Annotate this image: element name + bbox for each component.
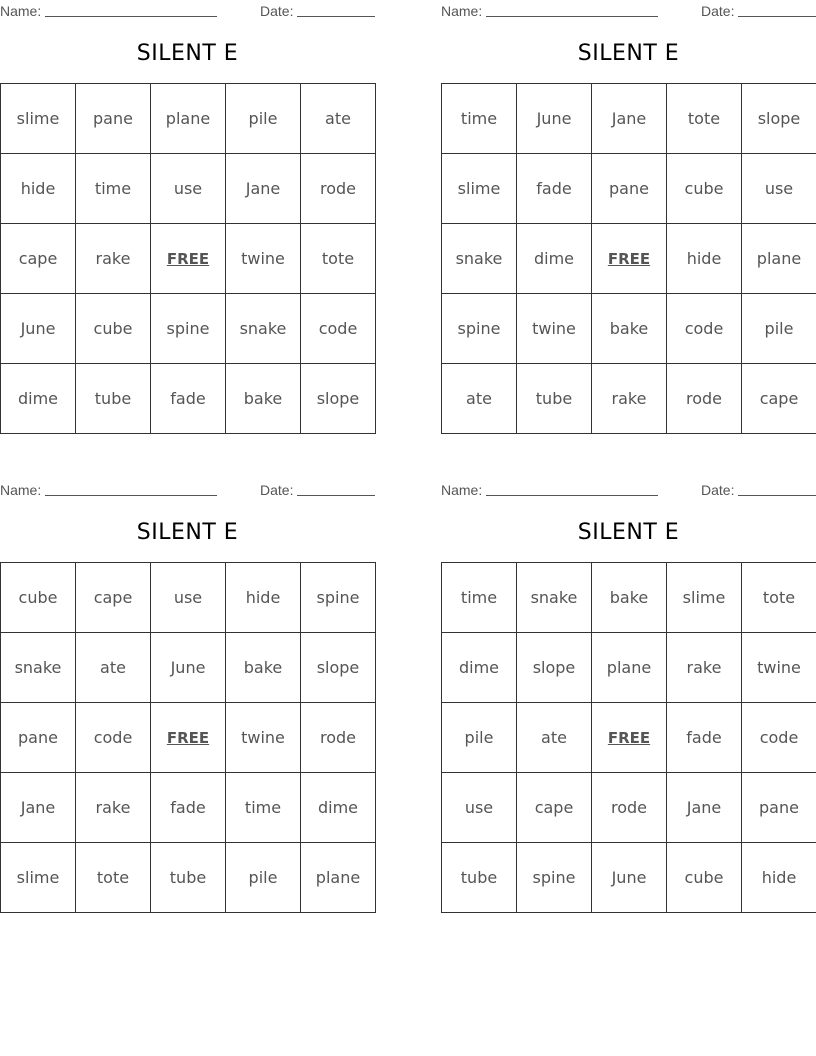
bingo-grid: [441, 562, 816, 913]
card-header: [0, 0, 375, 20]
word-cell: rake: [76, 773, 151, 843]
card-header: [0, 479, 375, 499]
name-label: Name:: [0, 482, 42, 498]
card-header: [441, 479, 816, 499]
word-cell: rode: [667, 364, 742, 434]
word-cell: cube: [667, 154, 742, 224]
card-title: SILENT E: [136, 41, 239, 66]
word-cell: tote: [667, 84, 742, 154]
word-cell: cube: [76, 294, 151, 364]
word-cell: pane: [592, 154, 667, 224]
word-cell: hide: [226, 563, 301, 633]
word-cell: spine: [151, 294, 226, 364]
word-cell: cube: [1, 563, 76, 633]
date-blank-line: [297, 16, 375, 17]
word-cell: code: [742, 703, 816, 773]
word-cell: rake: [667, 633, 742, 703]
word-cell: time: [76, 154, 151, 224]
free-space: FREE: [151, 224, 226, 294]
name-blank-line: [486, 16, 658, 17]
date-blank-line: [738, 16, 816, 17]
word-cell: cube: [667, 843, 742, 913]
bingo-card: [0, 0, 375, 434]
word-cell: pile: [226, 84, 301, 154]
date-blank-line: [297, 495, 375, 496]
word-cell: hide: [667, 224, 742, 294]
grid-row: [442, 84, 816, 154]
word-cell: bake: [226, 633, 301, 703]
bingo-card: [0, 479, 375, 913]
word-cell: tube: [151, 843, 226, 913]
word-cell: use: [151, 563, 226, 633]
word-cell: time: [226, 773, 301, 843]
word-cell: dime: [301, 773, 376, 843]
free-space: FREE: [592, 224, 667, 294]
word-cell: snake: [517, 563, 592, 633]
word-cell: fade: [151, 773, 226, 843]
date-label: Date:: [701, 482, 735, 498]
word-cell: plane: [592, 633, 667, 703]
word-cell: slope: [517, 633, 592, 703]
word-cell: cape: [1, 224, 76, 294]
word-cell: slope: [301, 364, 376, 434]
grid-row: [1, 84, 376, 154]
word-cell: use: [742, 154, 816, 224]
word-cell: code: [301, 294, 376, 364]
word-cell: Jane: [226, 154, 301, 224]
word-cell: Jane: [592, 84, 667, 154]
card-header: [441, 0, 816, 20]
grid-row: [1, 563, 376, 633]
word-cell: bake: [592, 294, 667, 364]
word-cell: dime: [1, 364, 76, 434]
date-blank-line: [738, 495, 816, 496]
word-cell: tote: [742, 563, 816, 633]
name-label: Name:: [441, 3, 483, 19]
grid-row: [442, 154, 816, 224]
word-cell: pile: [226, 843, 301, 913]
word-cell: ate: [301, 84, 376, 154]
grid-row: [442, 563, 816, 633]
word-cell: hide: [742, 843, 816, 913]
word-cell: rake: [76, 224, 151, 294]
word-cell: pile: [442, 703, 517, 773]
word-cell: slime: [442, 154, 517, 224]
word-cell: spine: [517, 843, 592, 913]
bingo-grid: [0, 83, 376, 434]
word-cell: pane: [76, 84, 151, 154]
name-label: Name:: [0, 3, 42, 19]
grid-row: [442, 294, 816, 364]
word-cell: slime: [1, 84, 76, 154]
word-cell: June: [1, 294, 76, 364]
word-cell: June: [517, 84, 592, 154]
word-cell: bake: [226, 364, 301, 434]
word-cell: plane: [742, 224, 816, 294]
word-cell: Jane: [1, 773, 76, 843]
date-label: Date:: [260, 482, 294, 498]
word-cell: plane: [301, 843, 376, 913]
word-cell: rode: [301, 703, 376, 773]
word-cell: fade: [517, 154, 592, 224]
word-cell: dime: [442, 633, 517, 703]
date-label: Date:: [260, 3, 294, 19]
grid-row: [442, 224, 816, 294]
word-cell: dime: [517, 224, 592, 294]
grid-row: [1, 294, 376, 364]
name-label: Name:: [441, 482, 483, 498]
date-label: Date:: [701, 3, 735, 19]
bingo-grid: [441, 83, 816, 434]
word-cell: cape: [742, 364, 816, 434]
word-cell: ate: [442, 364, 517, 434]
word-cell: fade: [667, 703, 742, 773]
card-title: SILENT E: [577, 41, 680, 66]
grid-row: [1, 633, 376, 703]
name-blank-line: [486, 495, 658, 496]
bingo-grid: [0, 562, 376, 913]
word-cell: spine: [442, 294, 517, 364]
grid-row: [442, 364, 816, 434]
card-title: SILENT E: [136, 520, 239, 545]
word-cell: hide: [1, 154, 76, 224]
word-cell: tube: [442, 843, 517, 913]
word-cell: ate: [517, 703, 592, 773]
card-title: SILENT E: [577, 520, 680, 545]
word-cell: rode: [592, 773, 667, 843]
word-cell: June: [592, 843, 667, 913]
grid-row: [1, 154, 376, 224]
word-cell: time: [442, 84, 517, 154]
grid-row: [442, 773, 816, 843]
grid-row: [442, 703, 816, 773]
word-cell: twine: [742, 633, 816, 703]
bingo-card: [441, 0, 816, 434]
word-cell: tote: [76, 843, 151, 913]
word-cell: spine: [301, 563, 376, 633]
grid-row: [1, 224, 376, 294]
word-cell: cape: [517, 773, 592, 843]
grid-row: [442, 633, 816, 703]
word-cell: slope: [301, 633, 376, 703]
bingo-card: [441, 479, 816, 913]
word-cell: twine: [226, 224, 301, 294]
word-cell: ate: [76, 633, 151, 703]
word-cell: tube: [517, 364, 592, 434]
word-cell: June: [151, 633, 226, 703]
word-cell: time: [442, 563, 517, 633]
word-cell: twine: [226, 703, 301, 773]
word-cell: tube: [76, 364, 151, 434]
word-cell: tote: [301, 224, 376, 294]
name-blank-line: [45, 495, 217, 496]
word-cell: twine: [517, 294, 592, 364]
grid-row: [1, 843, 376, 913]
word-cell: plane: [151, 84, 226, 154]
free-space: FREE: [592, 703, 667, 773]
word-cell: rake: [592, 364, 667, 434]
word-cell: snake: [442, 224, 517, 294]
word-cell: pile: [742, 294, 816, 364]
word-cell: pane: [1, 703, 76, 773]
word-cell: snake: [1, 633, 76, 703]
grid-row: [1, 364, 376, 434]
free-space: FREE: [151, 703, 226, 773]
word-cell: code: [76, 703, 151, 773]
word-cell: slope: [742, 84, 816, 154]
grid-row: [1, 773, 376, 843]
word-cell: fade: [151, 364, 226, 434]
word-cell: pane: [742, 773, 816, 843]
word-cell: code: [667, 294, 742, 364]
word-cell: snake: [226, 294, 301, 364]
word-cell: slime: [667, 563, 742, 633]
word-cell: Jane: [667, 773, 742, 843]
word-cell: use: [151, 154, 226, 224]
grid-row: [1, 703, 376, 773]
word-cell: rode: [301, 154, 376, 224]
word-cell: bake: [592, 563, 667, 633]
word-cell: use: [442, 773, 517, 843]
grid-row: [442, 843, 816, 913]
name-blank-line: [45, 16, 217, 17]
word-cell: slime: [1, 843, 76, 913]
word-cell: cape: [76, 563, 151, 633]
